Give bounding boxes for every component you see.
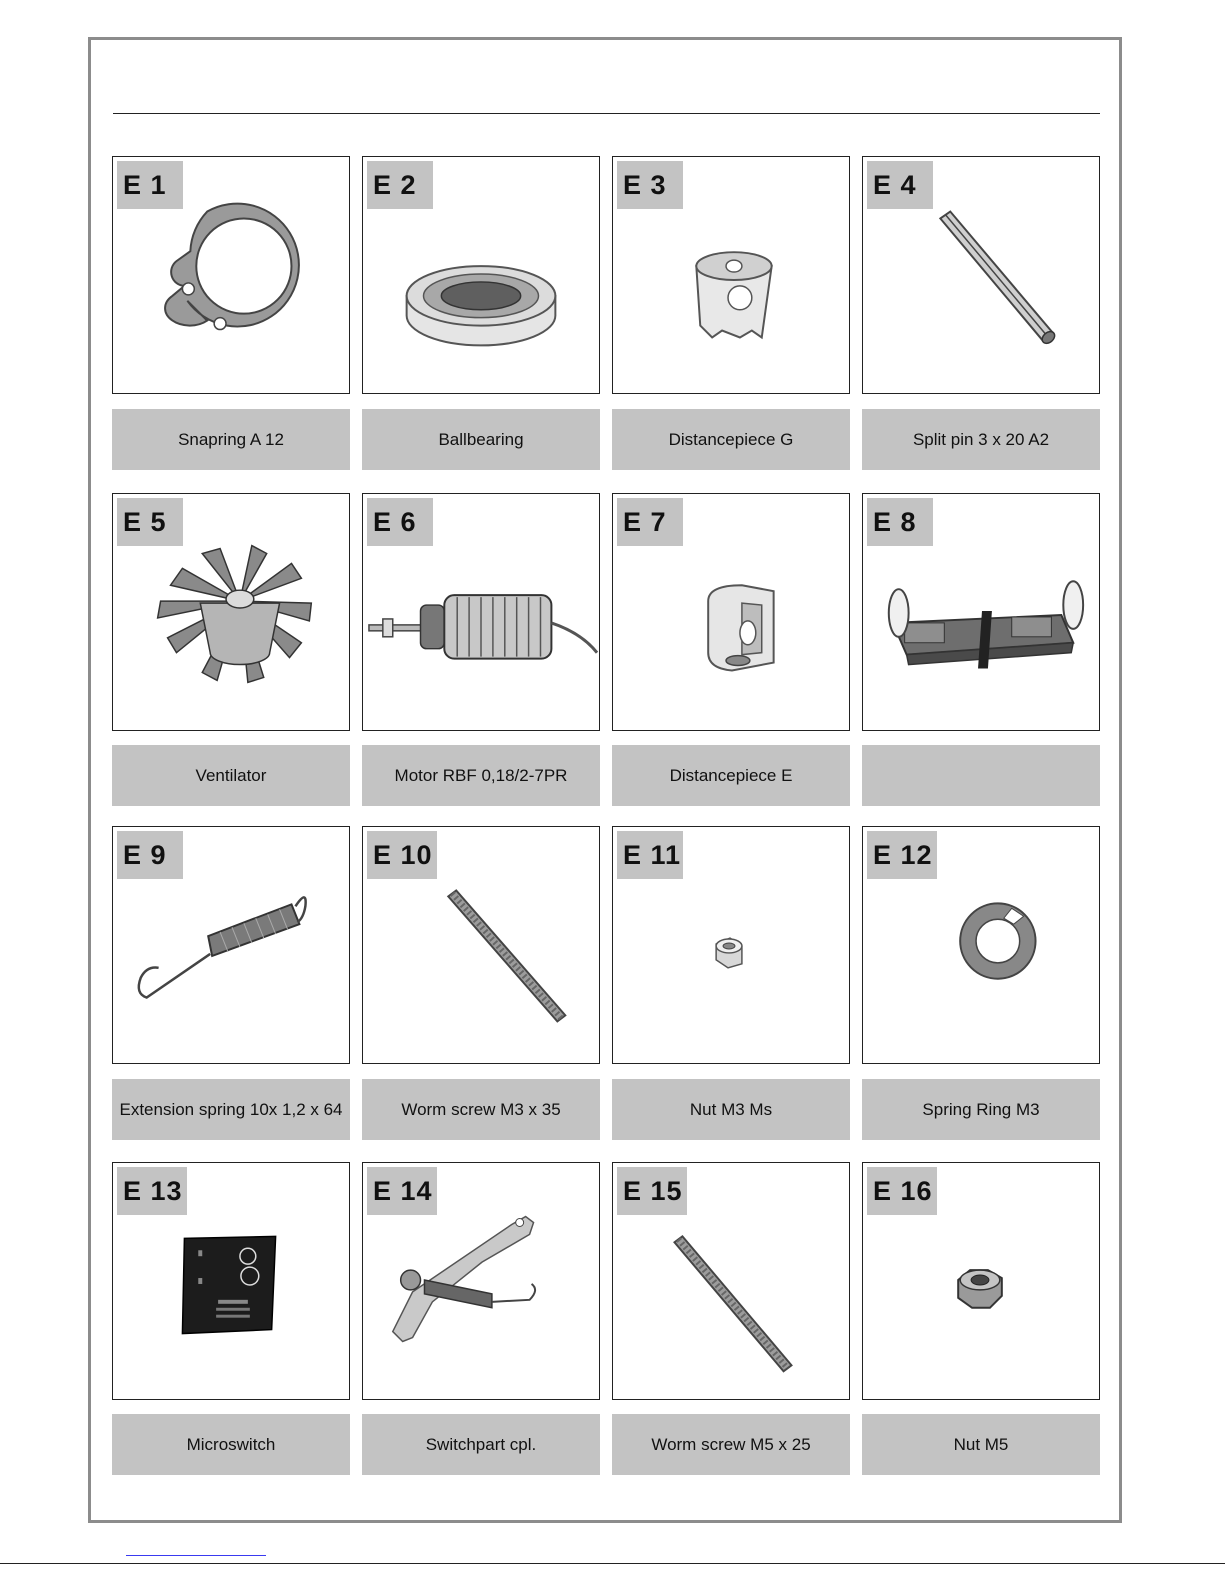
part-image-e2 xyxy=(362,156,600,394)
part-code: E 13 xyxy=(117,1167,187,1215)
worm-screw-icon xyxy=(363,827,599,1063)
part-code: E 10 xyxy=(367,831,437,879)
part-name: Worm screw M3 x 35 xyxy=(362,1079,600,1140)
part-code: E 14 xyxy=(367,1167,437,1215)
part-code: E 3 xyxy=(617,161,683,209)
part-code: E 6 xyxy=(367,498,433,546)
part-code: E 2 xyxy=(367,161,433,209)
part-image-e3 xyxy=(612,156,850,394)
part-image-e8 xyxy=(862,493,1100,731)
distancepiece-e-icon xyxy=(613,494,849,730)
part-name: Spring Ring M3 xyxy=(862,1079,1100,1140)
part-image-e15 xyxy=(612,1162,850,1400)
part-name: Snapring A 12 xyxy=(112,409,350,470)
part-code: E 16 xyxy=(867,1167,937,1215)
part-name: Distancepiece E xyxy=(612,745,850,806)
switchpart-icon xyxy=(363,1163,599,1399)
part-name: Split pin 3 x 20 A2 xyxy=(862,409,1100,470)
bottom-rule xyxy=(0,1563,1225,1564)
part-name: Worm screw M5 x 25 xyxy=(612,1414,850,1475)
distancepiece-g-icon xyxy=(613,157,849,393)
brush-holder-icon xyxy=(863,494,1099,730)
part-name: Motor RBF 0,18/2-7PR xyxy=(362,745,600,806)
part-name: Nut M5 xyxy=(862,1414,1100,1475)
part-code: E 8 xyxy=(867,498,933,546)
lock-nut-icon xyxy=(863,1163,1099,1399)
split-pin-icon xyxy=(863,157,1099,393)
ballbearing-icon xyxy=(363,157,599,393)
spring-ring-icon xyxy=(863,827,1099,1063)
part-code: E 7 xyxy=(617,498,683,546)
part-name: Distancepiece G xyxy=(612,409,850,470)
extension-spring-icon xyxy=(113,827,349,1063)
ventilator-icon xyxy=(113,494,349,730)
part-code: E 4 xyxy=(867,161,933,209)
part-image-e6 xyxy=(362,493,600,731)
header-rule xyxy=(113,113,1100,114)
microswitch-icon xyxy=(113,1163,349,1399)
part-image-e5 xyxy=(112,493,350,731)
part-code: E 11 xyxy=(617,831,683,879)
part-code: E 5 xyxy=(117,498,183,546)
worm-screw-long-icon xyxy=(613,1163,849,1399)
motor-icon xyxy=(363,494,599,730)
part-image-e11 xyxy=(612,826,850,1064)
part-name: Ventilator xyxy=(112,745,350,806)
part-name: Microswitch xyxy=(112,1414,350,1475)
part-image-e10 xyxy=(362,826,600,1064)
part-image-e7 xyxy=(612,493,850,731)
part-code: E 9 xyxy=(117,831,183,879)
part-code: E 15 xyxy=(617,1167,687,1215)
part-image-e14 xyxy=(362,1162,600,1400)
part-image-e4 xyxy=(862,156,1100,394)
part-image-e9 xyxy=(112,826,350,1064)
part-image-e16 xyxy=(862,1162,1100,1400)
part-image-e13 xyxy=(112,1162,350,1400)
nut-small-icon xyxy=(613,827,849,1063)
snapring-icon xyxy=(113,157,349,393)
part-name: Extension spring 10x 1,2 x 64 xyxy=(112,1079,350,1140)
part-image-e12 xyxy=(862,826,1100,1064)
part-code: E 12 xyxy=(867,831,937,879)
footer-link-underline[interactable] xyxy=(126,1555,266,1556)
part-image-e1 xyxy=(112,156,350,394)
part-name xyxy=(862,745,1100,806)
part-name: Nut M3 Ms xyxy=(612,1079,850,1140)
part-name: Ballbearing xyxy=(362,409,600,470)
part-name: Switchpart cpl. xyxy=(362,1414,600,1475)
part-code: E 1 xyxy=(117,161,183,209)
